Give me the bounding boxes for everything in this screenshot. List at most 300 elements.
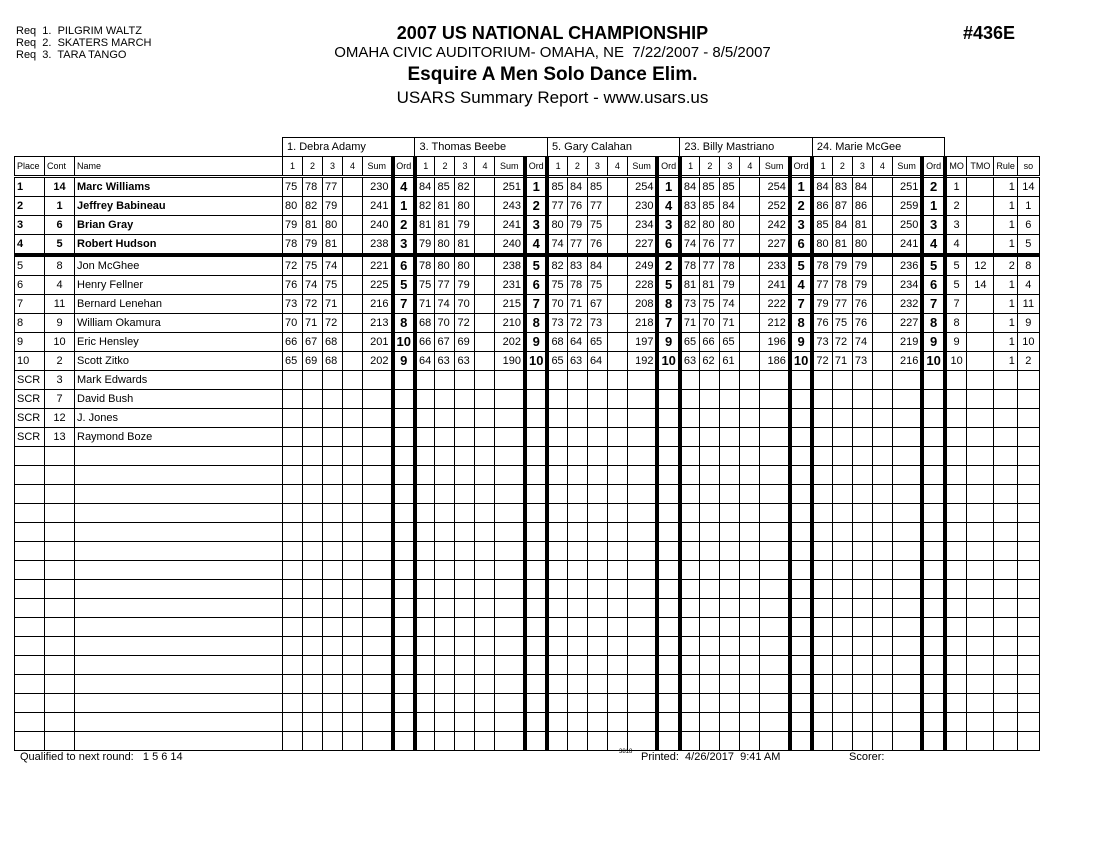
tmo-cell [967, 216, 994, 235]
score-cell [740, 255, 760, 276]
score-cell [415, 485, 435, 504]
rank-cell [994, 713, 1018, 732]
score-cell [455, 675, 475, 694]
score-cell: 71 [832, 352, 852, 371]
score-cell: 81 [323, 235, 343, 256]
score-cell: 86 [852, 197, 872, 216]
rule-cell: 1 [994, 276, 1018, 295]
score-cell [892, 694, 922, 713]
sum-cell: 218 [627, 314, 657, 333]
score-cell [720, 466, 740, 485]
judge-name: 3. Thomas Beebe [415, 138, 547, 157]
score-cell [303, 504, 323, 523]
score-cell [852, 409, 872, 428]
score-cell [832, 637, 852, 656]
score-cell [363, 542, 393, 561]
score-cell [323, 675, 343, 694]
ordinal-cell [393, 371, 415, 390]
score-cell: 73 [852, 352, 872, 371]
score-cell: 82 [455, 177, 475, 197]
score-cell [283, 542, 303, 561]
ordinal-cell [657, 409, 679, 428]
score-cell [283, 428, 303, 447]
score-cell [475, 255, 495, 276]
score-cell: 74 [720, 295, 740, 314]
score-cell [892, 542, 922, 561]
score-cell [343, 216, 363, 235]
cont-cell: 2 [45, 352, 75, 371]
score-cell [415, 371, 435, 390]
score-cell [740, 314, 760, 333]
score-cell [283, 656, 303, 675]
name-cell: Eric Hensley [75, 333, 283, 352]
score-cell [547, 713, 567, 732]
cont-cell: 14 [45, 177, 75, 197]
score-cell [740, 637, 760, 656]
score-cell: 79 [720, 276, 740, 295]
score-cell [343, 390, 363, 409]
ordinal-cell [657, 599, 679, 618]
score-cell [283, 504, 303, 523]
sum-cell: 241 [892, 235, 922, 256]
score-cell [547, 656, 567, 675]
score-cell: 76 [852, 314, 872, 333]
score-cell [567, 542, 587, 561]
sum-cell: 197 [627, 333, 657, 352]
sum-cell: 251 [892, 177, 922, 197]
printed-timestamp: Printed: 4/26/2017 9:41 AM [641, 751, 781, 763]
column-header-ord: Ord [657, 157, 679, 177]
table-row [15, 235, 1040, 256]
ordinal-cell: 2 [657, 255, 679, 276]
score-cell [495, 732, 525, 751]
mo-cell: 1 [945, 177, 967, 197]
score-cell [475, 694, 495, 713]
score-cell [435, 447, 455, 466]
sum-cell [627, 428, 657, 447]
ordinal-cell: 8 [393, 314, 415, 333]
ordinal-cell [922, 504, 944, 523]
ordinal-cell [790, 694, 812, 713]
score-cell [720, 732, 740, 751]
name-cell [75, 447, 283, 466]
rule-cell [994, 409, 1018, 428]
score-cell: 77 [587, 197, 607, 216]
score-cell [587, 675, 607, 694]
score-cell [607, 561, 627, 580]
cont-cell [45, 656, 75, 675]
table-row [15, 197, 1040, 216]
rank-cell [967, 599, 994, 618]
score-cell: 73 [587, 314, 607, 333]
score-cell [303, 561, 323, 580]
ordinal-cell: 7 [657, 314, 679, 333]
sum-cell: 227 [627, 235, 657, 256]
column-header-score: 3 [323, 157, 343, 177]
score-cell [587, 428, 607, 447]
score-cell [455, 409, 475, 428]
table-row [15, 216, 1040, 235]
score-cell [607, 656, 627, 675]
so-cell: 11 [1017, 295, 1039, 314]
score-cell: 63 [435, 352, 455, 371]
score-cell [852, 618, 872, 637]
score-cell: 68 [415, 314, 435, 333]
ordinal-cell [922, 637, 944, 656]
version-stamp: 3818 [619, 749, 633, 755]
empty-row [15, 656, 1040, 675]
name-cell: David Bush [75, 390, 283, 409]
column-header-score: 4 [607, 157, 627, 177]
score-cell [700, 656, 720, 675]
score-cell [283, 713, 303, 732]
judge-header-row [15, 138, 1040, 157]
so-cell: 2 [1017, 352, 1039, 371]
score-cell [832, 561, 852, 580]
blank-cell [945, 138, 1040, 157]
place-cell [15, 694, 45, 713]
rank-cell [967, 561, 994, 580]
tmo-cell [967, 314, 994, 333]
rank-cell [945, 485, 967, 504]
score-cell: 78 [832, 276, 852, 295]
score-cell: 76 [283, 276, 303, 295]
score-cell [303, 409, 323, 428]
rank-cell [1017, 637, 1039, 656]
score-cell [680, 675, 700, 694]
score-cell: 81 [700, 276, 720, 295]
sum-cell [627, 371, 657, 390]
score-cell [680, 713, 700, 732]
score-cell [323, 371, 343, 390]
ordinal-cell: 5 [525, 255, 547, 276]
score-cell [455, 580, 475, 599]
tmo-cell [967, 295, 994, 314]
place-cell: 6 [15, 276, 45, 295]
score-cell [547, 485, 567, 504]
ordinal-cell [657, 390, 679, 409]
ordinal-cell [393, 466, 415, 485]
score-cell [852, 713, 872, 732]
score-cell [700, 485, 720, 504]
score-cell: 64 [567, 333, 587, 352]
score-cell [872, 561, 892, 580]
score-cell [363, 580, 393, 599]
score-cell [303, 580, 323, 599]
score-cell: 71 [680, 314, 700, 333]
scorer-label: Scorer: [849, 751, 885, 763]
ordinal-cell: 9 [657, 333, 679, 352]
score-cell [303, 390, 323, 409]
score-cell: 85 [720, 177, 740, 197]
ordinal-cell: 10 [790, 352, 812, 371]
score-cell [832, 580, 852, 599]
so-cell: 5 [1017, 235, 1039, 256]
sum-cell: 251 [495, 177, 525, 197]
score-cell [700, 713, 720, 732]
score-cell [607, 675, 627, 694]
score-cell [475, 504, 495, 523]
ordinal-cell: 3 [393, 235, 415, 256]
score-cell [720, 409, 740, 428]
cont-cell [45, 732, 75, 751]
requirement-item: Req 1. PILGRIM WALTZ [16, 25, 142, 37]
score-cell [475, 235, 495, 256]
column-header-score: 2 [567, 157, 587, 177]
score-cell: 78 [680, 255, 700, 276]
score-cell [680, 371, 700, 390]
score-cell [872, 694, 892, 713]
score-cell [415, 542, 435, 561]
place-cell: 7 [15, 295, 45, 314]
score-cell [832, 371, 852, 390]
score-cell [363, 599, 393, 618]
score-cell [283, 618, 303, 637]
score-cell [415, 637, 435, 656]
empty-row [15, 732, 1040, 751]
score-cell [607, 732, 627, 751]
ordinal-cell [922, 561, 944, 580]
score-cell [283, 694, 303, 713]
score-cell [760, 485, 790, 504]
score-cell: 72 [567, 314, 587, 333]
score-cell: 79 [852, 255, 872, 276]
ordinal-cell: 5 [657, 276, 679, 295]
score-cell [872, 235, 892, 256]
ordinal-cell [393, 713, 415, 732]
score-cell [720, 428, 740, 447]
sum-cell: 234 [627, 216, 657, 235]
place-cell [15, 656, 45, 675]
score-cell: 75 [587, 216, 607, 235]
ordinal-cell [790, 523, 812, 542]
sum-cell: 242 [760, 216, 790, 235]
score-cell [720, 504, 740, 523]
score-cell [760, 523, 790, 542]
rank-cell [945, 447, 967, 466]
score-cell [872, 618, 892, 637]
column-header-score: 2 [832, 157, 852, 177]
ordinal-cell [393, 447, 415, 466]
score-cell [323, 732, 343, 751]
rank-cell [1017, 656, 1039, 675]
score-cell [363, 618, 393, 637]
place-cell [15, 580, 45, 599]
score-cell [852, 466, 872, 485]
score-cell: 80 [283, 197, 303, 216]
score-cell [607, 637, 627, 656]
score-cell [323, 409, 343, 428]
score-cell: 83 [832, 177, 852, 197]
column-header-sum: Sum [495, 157, 525, 177]
score-cell: 80 [720, 216, 740, 235]
score-cell [680, 390, 700, 409]
sum-cell: 238 [495, 255, 525, 276]
so-cell [1017, 390, 1039, 409]
score-cell [680, 466, 700, 485]
score-cell: 84 [720, 197, 740, 216]
score-cell [415, 599, 435, 618]
rank-cell [945, 466, 967, 485]
ordinal-cell [657, 580, 679, 599]
score-cell [720, 599, 740, 618]
cont-cell [45, 504, 75, 523]
score-cell [303, 523, 323, 542]
score-cell [475, 314, 495, 333]
score-cell [415, 675, 435, 694]
ordinal-cell: 4 [393, 177, 415, 197]
score-cell [547, 561, 567, 580]
ordinal-cell [393, 409, 415, 428]
score-cell [303, 713, 323, 732]
rank-cell [967, 694, 994, 713]
score-cell [627, 561, 657, 580]
score-cell [812, 732, 832, 751]
score-cell [415, 561, 435, 580]
score-cell [720, 713, 740, 732]
ordinal-cell [525, 561, 547, 580]
score-cell [435, 656, 455, 675]
sum-cell [892, 409, 922, 428]
sum-cell: 222 [760, 295, 790, 314]
place-cell [15, 713, 45, 732]
sum-cell: 201 [363, 333, 393, 352]
score-cell [547, 466, 567, 485]
score-cell: 67 [435, 333, 455, 352]
score-cell [627, 485, 657, 504]
score-cell [607, 177, 627, 197]
place-cell: SCR [15, 390, 45, 409]
rule-cell [994, 371, 1018, 390]
score-cell [760, 466, 790, 485]
score-cell [740, 466, 760, 485]
score-cell [435, 542, 455, 561]
score-cell: 75 [303, 255, 323, 276]
score-cell [343, 295, 363, 314]
score-cell [892, 485, 922, 504]
cont-cell: 6 [45, 216, 75, 235]
name-cell: William Okamura [75, 314, 283, 333]
score-cell: 71 [323, 295, 343, 314]
ordinal-cell: 2 [525, 197, 547, 216]
judge-name: 5. Gary Calahan [547, 138, 679, 157]
score-cell [303, 428, 323, 447]
ordinal-cell: 6 [790, 235, 812, 256]
column-header-score: 1 [547, 157, 567, 177]
score-cell: 76 [852, 295, 872, 314]
score-cell [607, 197, 627, 216]
score-cell [435, 694, 455, 713]
ordinal-cell [922, 371, 944, 390]
score-cell [740, 694, 760, 713]
score-cell [343, 255, 363, 276]
rank-cell [967, 637, 994, 656]
cont-cell [45, 523, 75, 542]
score-cell [435, 561, 455, 580]
ordinal-cell [525, 675, 547, 694]
score-cell [455, 390, 475, 409]
column-header-rule: Rule [994, 157, 1018, 177]
column-header-score: 3 [852, 157, 872, 177]
rank-cell [1017, 504, 1039, 523]
so-cell: 4 [1017, 276, 1039, 295]
sum-cell: 192 [627, 352, 657, 371]
name-cell [75, 504, 283, 523]
ordinal-cell [790, 504, 812, 523]
score-cell [455, 371, 475, 390]
score-cell [587, 390, 607, 409]
name-cell [75, 580, 283, 599]
requirement-item: Req 2. SKATERS MARCH [16, 37, 152, 49]
score-cell [720, 675, 740, 694]
ordinal-cell [393, 561, 415, 580]
score-cell [852, 523, 872, 542]
sum-cell: 243 [495, 197, 525, 216]
ordinal-cell [657, 504, 679, 523]
place-cell [15, 523, 45, 542]
score-cell [812, 694, 832, 713]
score-cell [607, 216, 627, 235]
mo-cell: 3 [945, 216, 967, 235]
ordinal-cell [525, 732, 547, 751]
cont-cell [45, 599, 75, 618]
ordinal-cell [657, 713, 679, 732]
score-cell [812, 390, 832, 409]
score-cell [323, 618, 343, 637]
score-cell [587, 694, 607, 713]
ordinal-cell: 10 [657, 352, 679, 371]
ordinal-cell [393, 656, 415, 675]
score-cell: 85 [700, 177, 720, 197]
score-cell [587, 447, 607, 466]
score-cell [892, 504, 922, 523]
column-header-cont: Cont [45, 157, 75, 177]
place-cell: 2 [15, 197, 45, 216]
ordinal-cell [922, 390, 944, 409]
name-cell: Robert Hudson [75, 235, 283, 256]
column-header-place: Place [15, 157, 45, 177]
score-cell [567, 599, 587, 618]
score-cell: 61 [720, 352, 740, 371]
sum-cell [363, 409, 393, 428]
score-cell [475, 390, 495, 409]
score-cell [303, 637, 323, 656]
score-cell: 70 [455, 295, 475, 314]
ordinal-cell: 4 [657, 197, 679, 216]
ordinal-cell: 2 [790, 197, 812, 216]
cont-cell: 9 [45, 314, 75, 333]
sum-cell: 202 [363, 352, 393, 371]
rank-cell [967, 618, 994, 637]
score-cell [495, 447, 525, 466]
sum-cell: 241 [760, 276, 790, 295]
score-cell [812, 637, 832, 656]
score-cell [680, 637, 700, 656]
score-cell [343, 177, 363, 197]
score-cell [343, 504, 363, 523]
score-cell: 76 [567, 197, 587, 216]
rule-cell [994, 428, 1018, 447]
mo-cell: 5 [945, 255, 967, 276]
score-cell [740, 561, 760, 580]
score-cell [323, 485, 343, 504]
score-cell [455, 428, 475, 447]
place-cell [15, 504, 45, 523]
name-cell: Jeffrey Babineau [75, 197, 283, 216]
name-cell: Mark Edwards [75, 371, 283, 390]
score-cell: 85 [812, 216, 832, 235]
ordinal-cell: 1 [393, 197, 415, 216]
